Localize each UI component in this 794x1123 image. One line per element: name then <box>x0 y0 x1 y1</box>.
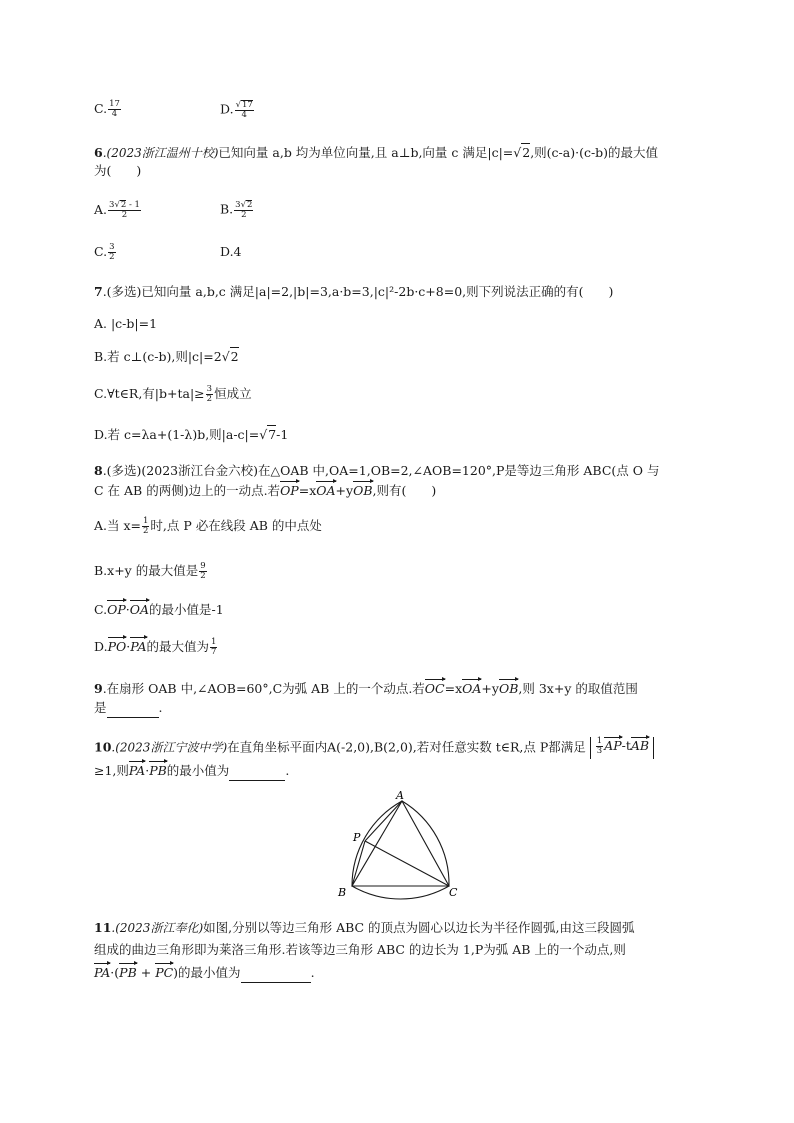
option-text: D. <box>94 639 108 654</box>
vector: PC <box>155 965 174 980</box>
denominator: 2 <box>109 252 115 262</box>
option-text: C. <box>94 602 108 617</box>
question-number: 7 <box>94 284 103 299</box>
radicand: 7 <box>268 427 277 442</box>
radicand: 2 <box>230 349 239 364</box>
operator: =x <box>444 681 463 696</box>
q6-option-a[interactable] <box>94 200 142 220</box>
denominator: 2 <box>241 210 247 220</box>
option-text: 的最小值是-1 <box>149 602 224 617</box>
vector: OA <box>129 602 150 617</box>
q6-stem-line1: 6.(2023浙江温州十校)已知向量 a,b 均为单位向量,且 a⊥b,向量 c 满足|c|=√2,则(c-a)·(c-b)的最大值 <box>94 145 659 160</box>
question-text: 组成的曲边三角形即为莱洛三角形.若该等边三角形 ABC 的边长为 1,P为弧 AB 上的一个动点,则 <box>94 942 626 957</box>
label-b: B <box>338 886 347 899</box>
vector: PA <box>94 965 111 980</box>
punctuation: . <box>158 700 163 715</box>
question-text: )的最小值为 <box>173 965 241 980</box>
radicand: 17 <box>241 100 253 110</box>
denominator: 4 <box>241 110 247 120</box>
vector: PA <box>128 763 146 778</box>
arc-bc <box>352 886 449 899</box>
q6-option-d[interactable]: D.4 <box>220 244 242 259</box>
fraction <box>596 737 603 756</box>
numerator: √17 <box>235 100 253 110</box>
operator: · <box>145 763 150 778</box>
operator: ·( <box>110 965 120 980</box>
q11-stem-line3 <box>94 964 315 983</box>
operator: =x <box>298 483 317 498</box>
segment-pa <box>365 801 402 841</box>
question-text: ,则(c-a)·(c-b)的最大值 <box>530 145 659 160</box>
q8-option-b[interactable] <box>94 562 208 581</box>
q9-stem-line2 <box>94 699 163 718</box>
fraction <box>199 562 206 581</box>
vector: OC <box>424 681 445 696</box>
vector: OB <box>353 483 373 498</box>
question-text: 如图,分别以等边三角形 ABC 的顶点为圆心以边长为半径作圆弧,由这三段圆弧 <box>203 920 635 935</box>
fraction <box>235 100 254 120</box>
q7-option-a[interactable]: A. |c-b|=1 <box>94 316 158 331</box>
q10-stem-line2 <box>94 762 289 781</box>
option-text: A.当 x= <box>94 518 141 533</box>
fraction <box>108 100 121 119</box>
denominator: 4 <box>111 109 118 119</box>
question-number: 8 <box>94 463 103 478</box>
punctuation: . <box>310 965 315 980</box>
question-source: .(2023浙江奉化) <box>111 921 204 935</box>
question-text: 是 <box>94 700 107 715</box>
question-text: 在直角坐标平面内A(-2,0),B(2,0),若对任意实数 t∈R,点 P都满足 <box>227 739 586 755</box>
question-number: 11 <box>94 920 112 935</box>
question-source: .(2023浙江温州十校) <box>102 146 219 160</box>
vector: OA <box>316 483 336 498</box>
q8-stem-line1 <box>94 462 659 480</box>
q6-stem-line2 <box>94 162 141 180</box>
option-label: A. <box>94 201 108 217</box>
question-text: ,则 3x+y 的取值范围 <box>518 681 638 696</box>
absolute-value-expression <box>590 737 654 759</box>
q5-option-c[interactable] <box>94 99 122 119</box>
equilateral-triangle <box>352 801 449 886</box>
option-text: D.若 c=λa+(1-λ)b,则|a-c|= <box>94 427 260 442</box>
radicand: 2 <box>522 145 531 160</box>
label-a: A <box>396 790 404 802</box>
vector: PB <box>149 763 167 778</box>
question-text: .在扇形 OAB 中,∠AOB=60°,C为弧 AB 上的一个动点.若 <box>102 681 425 696</box>
denominator: 2 <box>143 526 149 536</box>
vector: OA <box>462 681 482 696</box>
operator: · <box>125 602 130 617</box>
denominator: 2 <box>121 210 128 220</box>
numerator: 3 <box>206 384 213 394</box>
q7-option-c[interactable] <box>94 385 252 404</box>
question-text: .(多选)已知向量 a,b,c 满足|a|=2,|b|=3,a·b=3,|c|²-2b·c+8=0,则下列说法正确的有( ) <box>102 284 614 299</box>
vector: OB <box>498 681 519 696</box>
q5-options-row <box>94 99 253 120</box>
question-number: 10 <box>94 739 112 755</box>
vector: OP <box>280 483 299 498</box>
numerator: 1 <box>143 516 149 526</box>
denominator: 2 <box>200 571 206 581</box>
numerator: 9 <box>200 561 206 571</box>
fraction <box>234 200 253 220</box>
q6-option-b[interactable] <box>220 200 254 220</box>
vector: PB <box>119 965 137 980</box>
vector: PO <box>107 639 127 654</box>
question-source: .(2023浙江宁波中学) <box>111 740 228 755</box>
option-text: C.∀t∈R,有|b+ta|≥ <box>94 386 205 401</box>
vector: AB <box>630 738 650 753</box>
question-text: ,则有( ) <box>372 483 437 498</box>
option-text: B.x+y 的最大值是 <box>94 563 199 578</box>
label-c: C <box>449 886 458 899</box>
vector: AP <box>604 738 622 753</box>
numerator: 1 <box>596 736 603 746</box>
question-text: .(多选)(2023浙江台金六校)在△OAB 中,OA=1,OB=2,∠AOB=120°,P是等边三角形 ABC(点 O 与 <box>102 463 660 478</box>
denominator: 7 <box>211 647 217 657</box>
reuleaux-triangle-figure <box>335 790 465 905</box>
coefficient: 3 <box>109 200 115 210</box>
q6-options-row2 <box>94 242 242 262</box>
option-label: C. <box>94 101 108 116</box>
operator: · <box>126 639 131 654</box>
option-text: 恒成立 <box>214 386 252 401</box>
q8-option-a[interactable] <box>94 517 322 536</box>
option-text: -1 <box>276 427 289 442</box>
numerator: 1 <box>211 637 217 647</box>
segment-pb <box>352 841 365 886</box>
q6-option-c[interactable] <box>94 242 117 262</box>
operator: + <box>136 965 156 980</box>
numerator: 3√2 - 1 <box>109 200 140 210</box>
question-text: 的最小值为 <box>166 763 230 778</box>
punctuation: . <box>285 763 290 778</box>
numerator: 3√2 <box>235 200 253 210</box>
label-p: P <box>353 831 361 844</box>
option-text: 的最大值为 <box>146 639 210 654</box>
numerator: 3 <box>109 242 115 252</box>
option-label: C. <box>94 244 108 259</box>
fraction <box>108 243 115 262</box>
numerator: 17 <box>109 99 120 109</box>
question-number: 6 <box>94 145 103 160</box>
operator: -t <box>621 738 631 753</box>
answer-blank[interactable] <box>241 964 311 983</box>
denominator: 2 <box>206 394 213 404</box>
q7-option-b[interactable]: B.若 c⊥(c-b),则|c|=2√2 <box>94 349 239 364</box>
q10-stem-line1 <box>94 737 654 759</box>
option-label: D. <box>220 101 234 117</box>
fraction <box>108 200 141 220</box>
coefficient: 3 <box>235 200 241 210</box>
q11-stem-line2 <box>94 941 626 959</box>
term: - 1 <box>126 200 140 210</box>
q7-option-d[interactable]: D.若 c=λa+(1-λ)b,则|a-c|=√7-1 <box>94 427 289 442</box>
fraction <box>142 517 149 536</box>
q11-stem-line1 <box>94 919 635 937</box>
answer-blank[interactable] <box>107 699 159 718</box>
option-text: B.若 c⊥(c-b),则|c|=2 <box>94 349 222 364</box>
question-number: 9 <box>94 681 103 696</box>
question-text: 已知向量 a,b 均为单位向量,且 a⊥b,向量 c 满足|c|= <box>218 145 514 160</box>
q6-options-row1 <box>94 200 253 220</box>
fraction <box>206 385 213 404</box>
answer-blank[interactable] <box>229 762 285 781</box>
option-label: B. <box>220 201 234 217</box>
operator: +y <box>335 483 354 498</box>
q9-stem-line1 <box>94 680 638 698</box>
q8-stem-line2 <box>94 482 436 500</box>
question-text: ≥1,则 <box>94 763 129 778</box>
q8-option-d[interactable] <box>94 638 218 657</box>
denominator: 3 <box>596 746 603 756</box>
question-text: C 在 AB 的两侧)边上的一动点.若 <box>94 483 281 498</box>
vector: OP <box>107 602 126 617</box>
operator: +y <box>481 681 499 696</box>
vector: PA <box>130 639 147 654</box>
q8-option-c[interactable] <box>94 601 224 619</box>
fraction <box>210 638 217 657</box>
radicand: 2 <box>247 200 253 210</box>
option-text: 时,点 P 必在线段 AB 的中点处 <box>150 518 322 533</box>
question-text: 为( ) <box>94 163 142 178</box>
radicand: 2 <box>120 200 127 210</box>
q7-stem <box>94 283 613 301</box>
q5-option-d[interactable] <box>220 100 255 120</box>
